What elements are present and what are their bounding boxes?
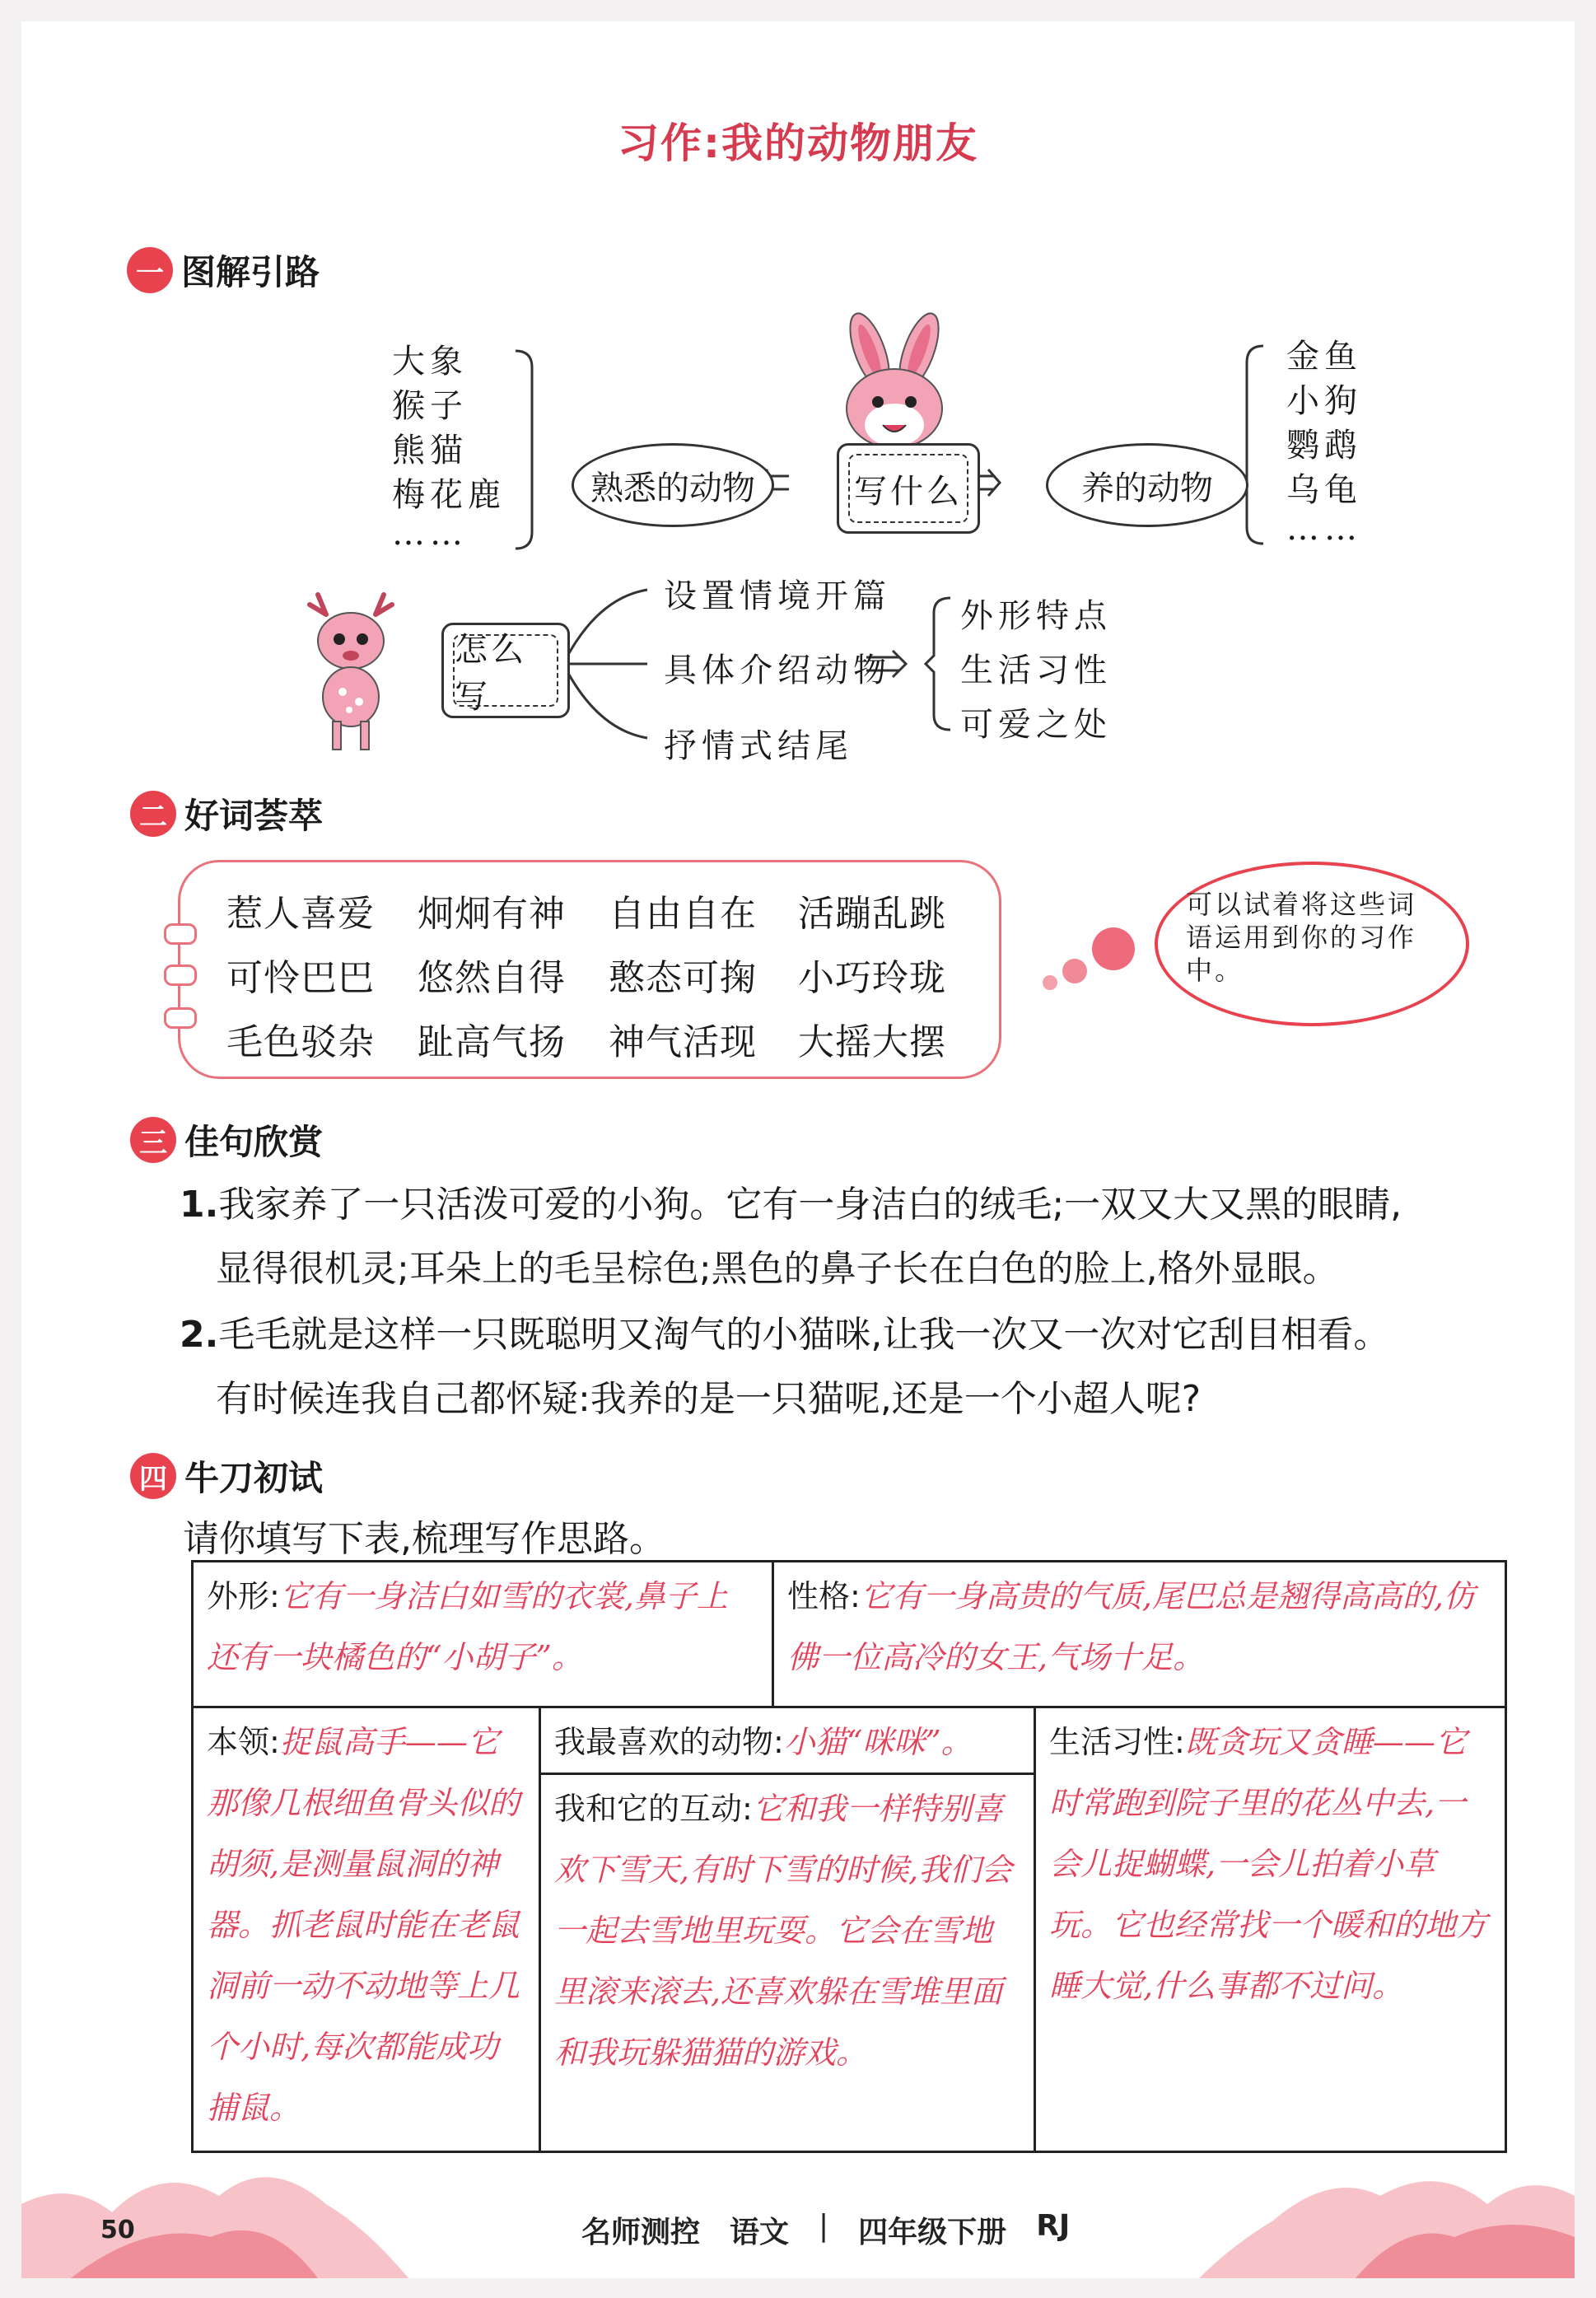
page-number: 50 (100, 2216, 135, 2244)
step-item: 抒情式结尾 (664, 727, 853, 765)
section-title: 佳句欣赏 (184, 1122, 324, 1162)
section-number-badge: 四 (130, 1453, 176, 1499)
list-item: 梅花鹿 (392, 476, 506, 514)
word-item: 小巧玲珑 (798, 957, 946, 999)
how-to-write-node (441, 623, 570, 718)
cell-answer: 它有一身高贵的气质,尾巴总是翘得高高的,仿佛一位高冷的女王,气场十足。 (787, 1578, 1475, 1675)
tip-bubble: 可以试着将这些词语运用到你的习作中。 (1155, 862, 1469, 1026)
section-4-header (130, 1451, 323, 1501)
what-to-write-label: 写什么 (848, 454, 968, 523)
sentence-2 (180, 1303, 1530, 1432)
instruction-text: 请你填写下表,梳理写作思路。 (183, 1518, 665, 1560)
bubble-dot (1062, 959, 1087, 983)
list-item: 鹦鹉 (1286, 427, 1362, 465)
detail-item: 可爱之处 (960, 706, 1112, 744)
what-to-write-node (837, 443, 980, 534)
section-3-header (130, 1115, 323, 1165)
cell-label: 本领: (207, 1724, 280, 1760)
skill-cell[interactable] (191, 1706, 541, 2153)
page (21, 21, 1575, 2278)
habits-cell[interactable] (1034, 1706, 1507, 2153)
word-item: 毛色驳杂 (226, 1021, 375, 1063)
personality-cell[interactable] (772, 1560, 1507, 1708)
cell-answer: 它和我一样特别喜欢下雪天,有时下雪的时候,我们会一起去雪地里玩耍。它会在雪地里滚来滚去,还喜欢躲在雪堆里面和我玩躲猫猫的游戏。 (554, 1791, 1013, 2071)
subject: 语文 (730, 2216, 790, 2249)
edition: RJ (1036, 2209, 1071, 2243)
list-item: 乌龟 (1286, 471, 1362, 509)
section-title: 牛刀初试 (184, 1458, 324, 1498)
binder-ring (164, 965, 197, 986)
sentence-text: 我家养了一只活泼可爱的小狗。它有一身洁白的绒毛;一双又大又黑的眼睛, (218, 1184, 1402, 1226)
section-2-header (130, 789, 323, 838)
pet-animals-node: 养的动物 (1046, 443, 1248, 527)
sentence-text: 有时候连我自己都怀疑:我养的是一只猫呢,还是一个小超人呢? (216, 1378, 1202, 1420)
word-item: 炯炯有神 (418, 893, 566, 935)
section-number-badge: 一 (127, 247, 173, 293)
footer-book-info (581, 2209, 1070, 2251)
detail-item: 生活习性 (960, 652, 1112, 689)
word-item: 神气活现 (609, 1021, 757, 1063)
cell-label: 外形: (207, 1578, 280, 1614)
mind-map-diagram (21, 21, 1575, 763)
cell-label: 性格: (787, 1578, 861, 1614)
cell-answer: 捉鼠高手——它那像几根细鱼骨头似的胡须,是测量鼠洞的神器。抓老鼠时能在老鼠洞前一动不动地等上几个小时,每次都能成功捕鼠。 (207, 1724, 520, 2126)
list-item: 猴子 (392, 387, 468, 425)
book-name: 名师测控 (581, 2216, 701, 2249)
sentence-text: 毛毛就是这样一只既聪明又淘气的小猫咪,让我一次又一次对它刮目相看。 (218, 1314, 1390, 1356)
word-item: 自由自在 (609, 893, 757, 935)
list-item: 大象 (392, 343, 468, 381)
section-title: 图解引路 (181, 252, 320, 292)
binder-ring (164, 1007, 197, 1029)
word-item: 趾高气扬 (418, 1021, 566, 1063)
favorite-animal-cell[interactable] (539, 1706, 1036, 1775)
appearance-cell[interactable] (191, 1560, 774, 1708)
word-item: 可怜巴巴 (226, 957, 375, 999)
section-number-badge: 三 (130, 1117, 176, 1163)
cell-label: 我最喜欢的动物: (554, 1724, 784, 1760)
list-item: …… (392, 515, 468, 553)
binder-ring (164, 923, 197, 945)
deer-illustration (285, 590, 417, 754)
cell-label: 生活习性: (1049, 1724, 1185, 1760)
writing-plan-table (191, 1560, 1507, 2153)
bubble-dot (1092, 927, 1135, 970)
detail-item: 外形特点 (960, 597, 1112, 635)
cell-answer: 它有一身洁白如雪的衣裳,鼻子上还有一块橘色的“小胡子”。 (207, 1578, 728, 1675)
sentence-text: 显得很机灵;耳朵上的毛呈棕色;黑色的鼻子长在白色的脸上,格外显眼。 (216, 1248, 1339, 1290)
list-item: …… (1286, 510, 1362, 548)
how-to-write-label: 怎么写 (453, 634, 558, 707)
word-item: 悠然自得 (418, 957, 566, 999)
step-item: 设置情境开篇 (664, 577, 891, 615)
grade: 四年级下册 (858, 2216, 1007, 2249)
word-item: 惹人喜爱 (226, 893, 375, 935)
list-item: 熊猫 (392, 432, 468, 469)
good-words-box (178, 860, 1001, 1079)
word-item: 大摇大摆 (798, 1021, 946, 1063)
list-item: 金鱼 (1286, 338, 1362, 376)
interaction-cell[interactable] (539, 1773, 1036, 2153)
familiar-animals-node: 熟悉的动物 (572, 443, 774, 527)
step-item: 具体介绍动物 (664, 652, 891, 689)
sentence-number: 1. (180, 1184, 219, 1226)
section-number-badge: 二 (130, 791, 176, 837)
list-item: 小狗 (1286, 382, 1362, 420)
bubble-dot (1043, 975, 1057, 990)
page-title: 习作:我的动物朋友 (618, 119, 978, 167)
sentence-1 (180, 1173, 1530, 1301)
pet-animals-list (1286, 334, 1362, 548)
sentence-number: 2. (180, 1314, 219, 1356)
section-title: 好词荟萃 (184, 796, 324, 836)
word-item: 憨态可掬 (609, 957, 757, 999)
word-item: 活蹦乱跳 (798, 893, 946, 935)
rabbit-illustration (812, 310, 977, 458)
cell-answer: 既贪玩又贪睡——它时常跑到院子里的花丛中去,一会儿捉蝴蝶,一会儿拍着小草玩。它也经常找一个暖和的地方睡大觉,什么事都不过问。 (1049, 1724, 1488, 2004)
separator: | (819, 2209, 829, 2243)
cell-answer: 小猫“咪咪”。 (783, 1724, 973, 1760)
cell-label: 我和它的互动: (554, 1791, 753, 1827)
